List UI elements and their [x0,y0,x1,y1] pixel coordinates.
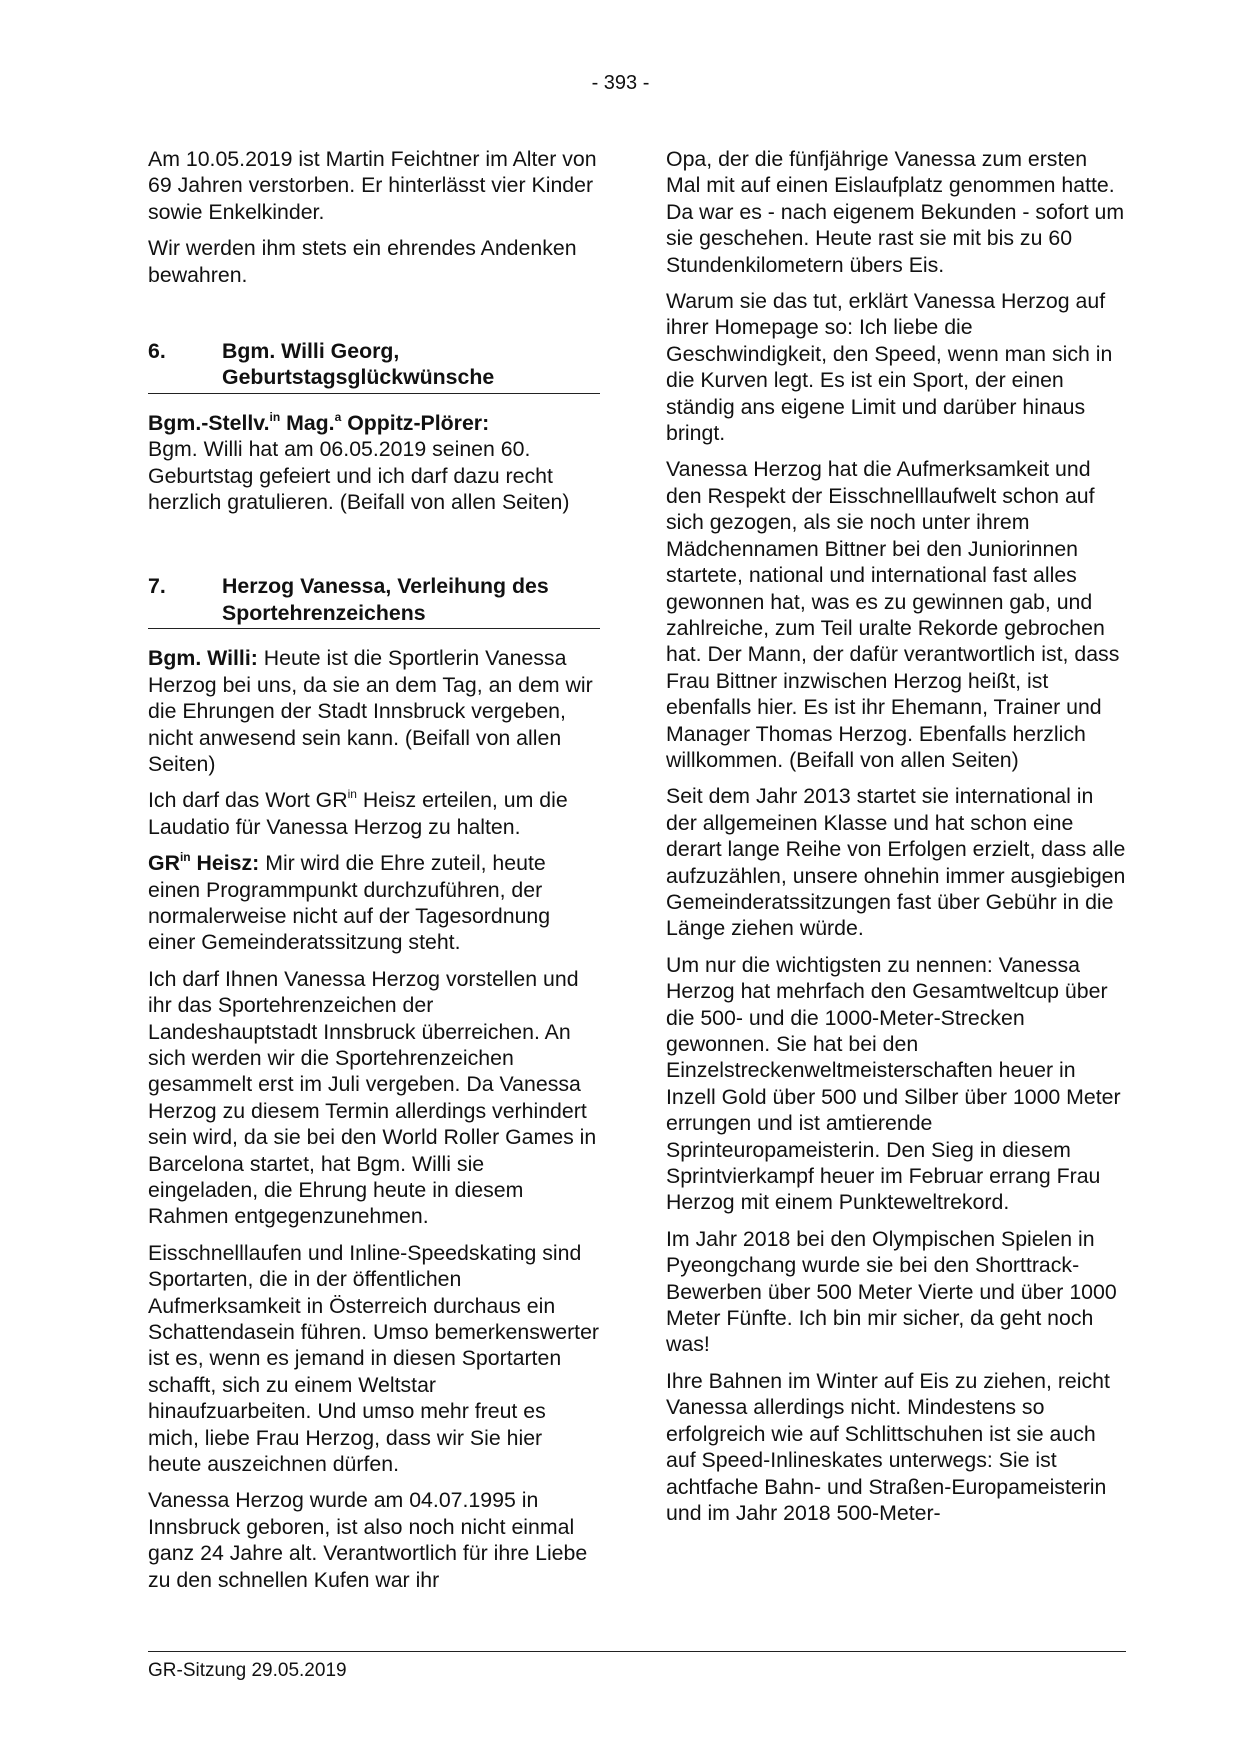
paragraph-obituary: Am 10.05.2019 ist Martin Feichtner im Alter von 69 Jahren verstorben. Er hinterlässt vier Kinder sowie Enkelkinder. [148,147,597,224]
paragraph-achievements: Um nur die wichtigsten zu nennen: Vanessa Herzog hat mehrfach den Gesamtweltcup über die 500- und die 1000-Meter-Strecken gewonnen. Sie hat bei den Einzelstreckenweltmeisterschaften heuer in Inzell Gold über 500 und Silber über 1000 Meter errungen und ist amtierende Sprinteuropameisterin. Den Sieg in diesem Sprintvierkampf heuer im Februar errang Frau Herzog mit einem Punkteweltrekord. [666,952,1121,1215]
paragraph-welcome: Bgm. Willi: Heute ist die Sportlerin Vanessa Herzog bei uns, da sie an dem Tag, an dem wir die Ehrungen der Stadt Innsbruck vergeben, nicht anwesend sein kann. (Beifall von allen Seiten) [148,646,593,776]
section-number: 6. [148,339,166,364]
speaker-label: $GR^{in}$ Heisz: [148,850,260,876]
section-number: 7. [148,574,166,599]
paragraph-birthday: Bgm.-Stellv.$^{in}$ Mag.$^a$ Oppitz-Plörer: Bgm. Willi hat am 06.05.2019 seinen 60. Geburtstag gefeiert und ich darf dazu recht herzlich gratulieren. (Beifall von allen Seiten) [148,409,570,515]
paragraph-olympics: Im Jahr 2018 bei den Olympischen Spielen in Pyeongchang wurde sie bei den Shorttrack-Bewerben über 500 Meter Vierte und über 1000 Meter Fünfte. Ich bin mir sicher, da geht noch was! [666,1226,1117,1357]
section-title: Bgm. Willi Georg, Geburtstagsglückwünsche [222,339,495,390]
section-heading-6 [148,338,600,394]
paragraph-international: Seit dem Jahr 2013 startet sie international in der allgemeinen Klasse und hat schon eine derart lange Reihe von Erfolgen erzielt, dass alle aufzuzählen, unsere ohnehin immer ausgiebigen Gemeinderatssitzungen fast über Gebühr in die Länge ziehen würde. [666,784,1126,941]
footer-divider [148,1651,1126,1652]
paragraph-laudatio-intro: Ich darf das Wort $GR^{in}$ Heisz erteilen, um die Laudatio für Vanessa Herzog zu halten. [148,787,568,839]
paragraph-award-intro: Ich darf Ihnen Vanessa Herzog vorstellen und ihr das Sportehrenzeichen der Landeshauptstadt Innsbruck überreichen. An sich werden wir die Sportehrenzeichen gesammelt erst im Juli vergeben. Da Vanessa Herzog zu diesem Termin allerdings verhindert sein wird, da sie bei den World Roller Games in Barcelona startet, hat Bgm. Willi sie eingeladen, die Ehrung heute in diesem Rahmen entgegenzunehmen. [148,966,597,1229]
section-title: Herzog Vanessa, Verleihung des Sportehrenzeichens [222,574,549,625]
speaker-label: Bgm. Willi: [148,646,258,671]
paragraph-grandfather: Opa, der die fünfjährige Vanessa zum ersten Mal mit auf einen Eislaufplatz genommen hatte. Da war es - nach eigenem Bekunden - sofort um sie geschehen. Heute rast sie mit bis zu 60 Stundenkilometern übers Eis. [666,147,1125,277]
paragraph-inline: Ihre Bahnen im Winter auf Eis zu ziehen, reicht Vanessa allerdings nicht. Mindestens so erfolgreich wie auf Schlittschuhen ist sie auch auf Speed-Inlineskates unterwegs: Sie ist achtfache Bahn- und Straßen-Europameisterin und im Jahr 2018 500-Meter- [666,1368,1110,1525]
left-column [148,146,600,1593]
speaker-label: Bgm.-Stellv.$^{in}$ Mag.$^a$ Oppitz-Plörer: [148,409,490,435]
paragraph-junior-career: Vanessa Herzog hat die Aufmerksamkeit und den Respekt der Eisschnelllaufwelt schon auf sich gezogen, als sie noch unter ihrem Mädchennamen Bittner bei den Juniorinnen startete, national und international fast alles gewonnen hat, was es zu gewinnen gab, und zahlreiche, zum Teil uralte Rekorde gebrochen hat. Der Mann, der dafür verantwortlich ist, dass Frau Bittner inzwischen Herzog heißt, ist ebenfalls hier. Es ist ihr Ehemann, Trainer und Manager Thomas Herzog. Ebenfalls herzlich willkommen. (Beifall von allen Seiten) [666,457,1120,772]
paragraph-motivation: Warum sie das tut, erklärt Vanessa Herzog auf ihrer Homepage so: Ich liebe die Geschwindigkeit, den Speed, wenn man sich in die Kurven legt. Es ist ein Sport, der einen ständig ans eigene Limit und darüber hinaus bringt. [666,289,1113,446]
paragraph-biography: Vanessa Herzog wurde am 04.07.1995 in Innsbruck geboren, ist also noch nicht einmal ganz 24 Jahre alt. Verantwortlich für ihre Liebe zu den schnellen Kufen war ihr [148,1488,588,1592]
page-number: - 393 - [591,72,650,94]
paragraph-remembrance: Wir werden ihm stets ein ehrendes Andenken bewahren. [148,236,577,287]
paragraph-sports-context: Eisschnelllaufen und Inline-Speedskating sind Sportarten, die in der öffentlichen Aufmerksamkeit in Österreich durchaus ein Schattendasein führen. Umso bemerkenswerter ist es, wenn es jemand in diesen Sportarten schafft, sich zu einem Weltstar hinaufzuarbeiten. Und umso mehr freut es mich, liebe Frau Herzog, dass wir Sie hier heute auszeichnen dürfen. [148,1240,600,1477]
section-heading-7 [148,573,600,629]
footer-text: GR-Sitzung 29.05.2019 [148,1660,347,1681]
paragraph-heisz-speech: $GR^{in}$ Heisz: Mir wird die Ehre zuteil, heute einen Programmpunkt durchzuführen, der normalerweise nicht auf der Tagesordnung einer Gemeinderatssitzung steht. [148,850,551,955]
right-column [666,146,1126,1526]
